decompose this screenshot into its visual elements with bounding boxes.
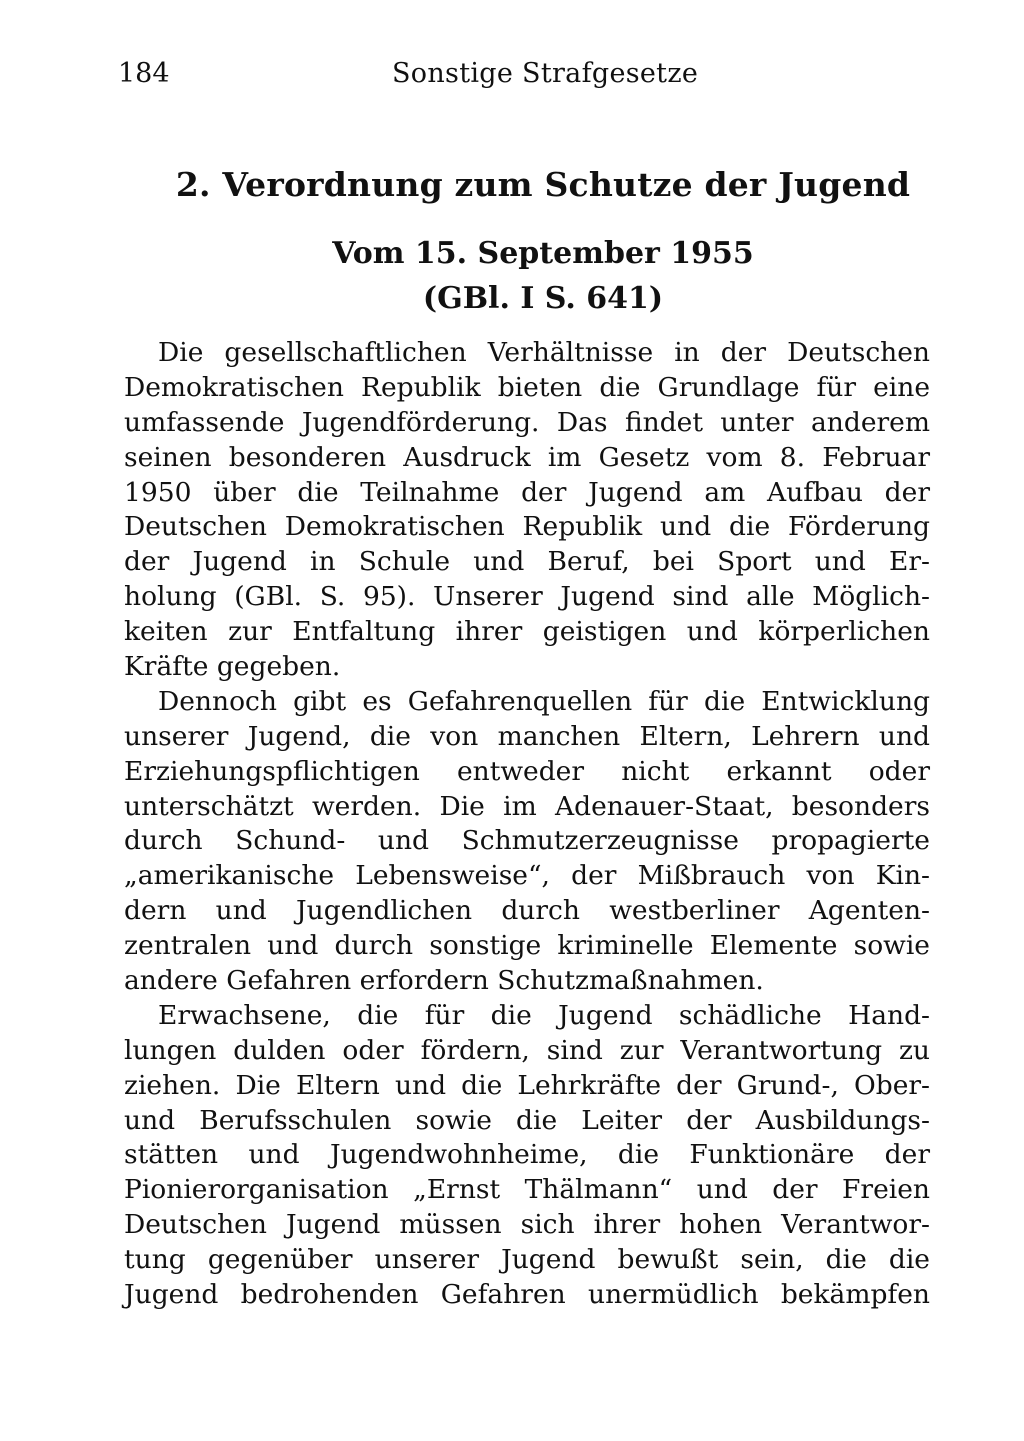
text-line: keiten zur Entfaltung ihrer geistigen und körperlichen bbox=[124, 616, 930, 648]
text-line: umfassende Jugendförderung. Das findet unter anderem bbox=[124, 406, 930, 438]
page-number: 184 bbox=[118, 58, 170, 89]
text-line: „amerikanische Lebensweise“, der Mißbrauch von Kin- bbox=[124, 860, 930, 892]
text-line: unterschätzt werden. Die im Adenauer-Staat, besonders bbox=[124, 790, 930, 822]
text-line: Erwachsene, die für die Jugend schädliche Hand- bbox=[158, 999, 930, 1031]
text-line: Deutschen Jugend müssen sich ihrer hohen Verantwor- bbox=[124, 1209, 930, 1241]
text-line: Jugend bedrohenden Gefahren unermüdlich bekämpfen bbox=[124, 1279, 930, 1311]
text-line: 1950 über die Teilnahme der Jugend am Aufbau der bbox=[124, 476, 930, 508]
text-line: stätten und Jugendwohnheime, die Funktionäre der bbox=[124, 1139, 930, 1171]
text-line: Pionierorganisation „Ernst Thälmann“ und der Freien bbox=[124, 1174, 930, 1206]
document-date: Vom 15. September 1955 bbox=[332, 236, 754, 271]
text-line: seinen besonderen Ausdruck im Gesetz vom 8. Februar bbox=[124, 441, 930, 473]
text-line: und Berufsschulen sowie die Leiter der Ausbildungs- bbox=[124, 1104, 930, 1136]
text-line: lungen dulden oder fördern, sind zur Verantwortung zu bbox=[124, 1034, 930, 1066]
text-line: zentralen und durch sonstige kriminelle Elemente sowie bbox=[124, 930, 930, 962]
text-line: Erziehungspflichtigen entweder nicht erkannt oder bbox=[124, 755, 930, 787]
text-line: der Jugend in Schule und Beruf, bei Sport und Er- bbox=[124, 546, 930, 578]
text-line: durch Schund- und Schmutzerzeugnisse propagierte bbox=[124, 825, 930, 857]
text-line: unserer Jugend, die von manchen Eltern, Lehrern und bbox=[124, 720, 930, 752]
text-line: dern und Jugendlichen durch westberliner Agenten- bbox=[124, 895, 930, 927]
document-title: 2. Verordnung zum Schutze der Jugend bbox=[175, 165, 911, 204]
running-title: Sonstige Strafgesetze bbox=[392, 58, 699, 89]
text-line: andere Gefahren erfordern Schutzmaßnahmen. bbox=[124, 965, 764, 997]
text-line: ziehen. Die Eltern und die Lehrkräfte der Grund-, Ober- bbox=[124, 1069, 930, 1101]
running-header bbox=[118, 58, 930, 98]
text-line: Demokratischen Republik bieten die Grundlage für eine bbox=[124, 371, 930, 403]
text-line: Dennoch gibt es Gefahrenquellen für die Entwicklung bbox=[158, 685, 930, 717]
text-line: tung gegenüber unserer Jugend bewußt sein, die die bbox=[124, 1244, 930, 1276]
document-source: (GBl. I S. 641) bbox=[422, 281, 664, 316]
text-line: Die gesellschaftlichen Verhältnisse in der Deutschen bbox=[158, 337, 930, 368]
text-line: Deutschen Demokratischen Republik und die Förderung bbox=[124, 511, 930, 543]
body-text bbox=[124, 336, 930, 1313]
text-line: holung (GBl. S. 95). Unserer Jugend sind alle Möglich- bbox=[124, 581, 930, 613]
text-line: Kräfte gegeben. bbox=[124, 651, 341, 683]
